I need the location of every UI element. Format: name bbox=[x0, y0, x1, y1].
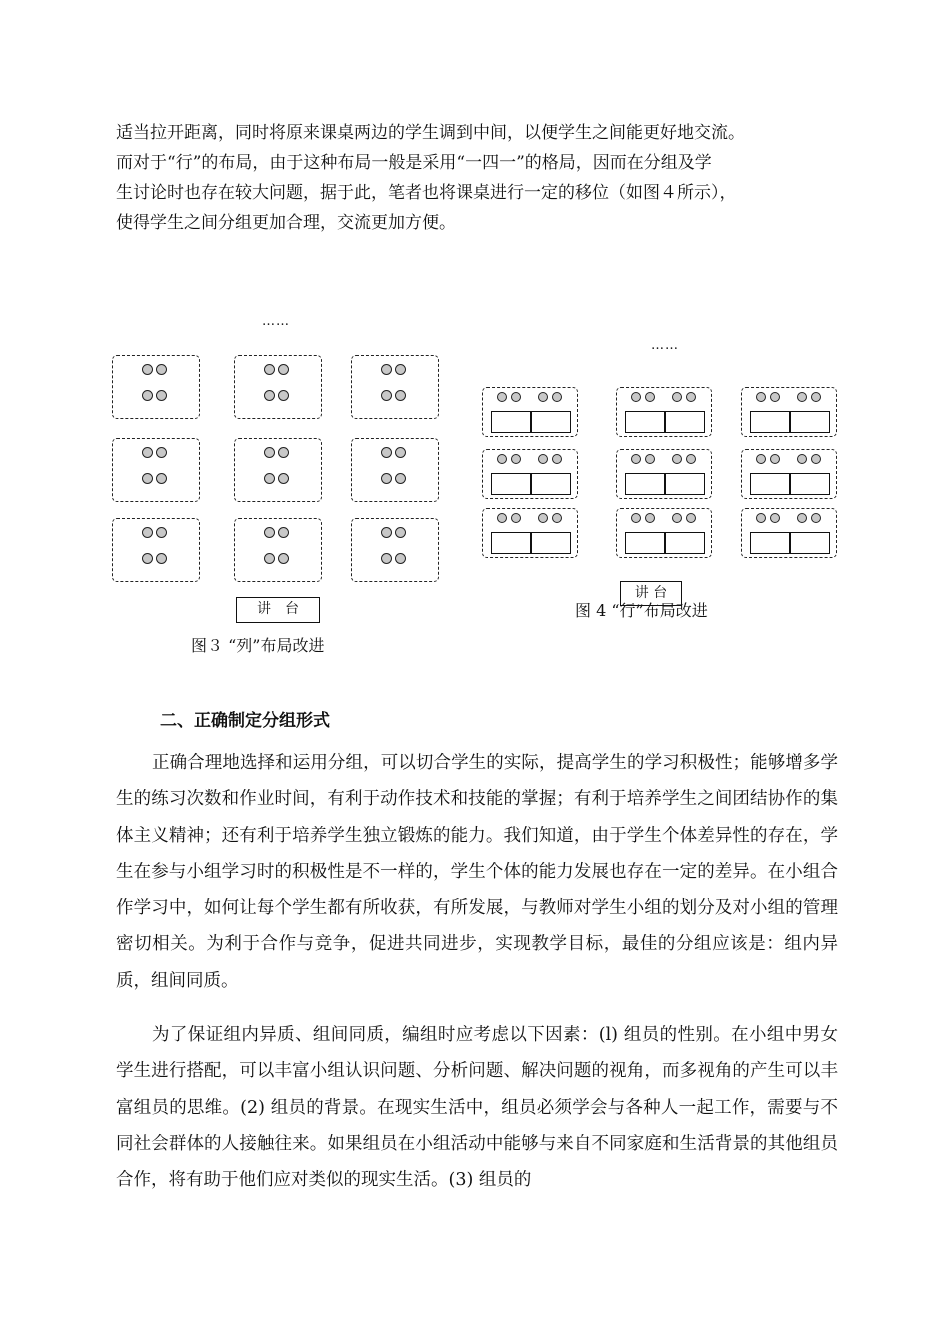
desk-row-group bbox=[616, 449, 712, 499]
student-seat-icon bbox=[756, 392, 766, 402]
desk-icon bbox=[491, 411, 531, 433]
desk-row-group bbox=[482, 387, 578, 437]
student-seat-icon bbox=[278, 473, 289, 484]
paragraph-2: 为了保证组内异质、组间同质，编组时应考虑以下因素：(l) 组员的性别。在小组中男女学生进行搭配，可以丰富小组认识问题、分析问题、解决问题的视角，而多视角的产生可以丰富组员的思维。(2) 组员的背景。在现实生活中，组员必须学会与各种人一起工作，需要与不同社会群体的人接触往来。如果组员在小组活动中能够与来自不同家庭和生活背景的其他组员合作，将有助于他们应对类似的现实生活。(3) 组员的 bbox=[116, 1025, 838, 1191]
student-seat-icon bbox=[552, 392, 562, 402]
student-seat-icon bbox=[381, 527, 392, 538]
student-seat-icon bbox=[156, 553, 167, 564]
student-seat-icon bbox=[156, 364, 167, 375]
student-seat-icon bbox=[538, 513, 548, 523]
student-seat-icon bbox=[797, 392, 807, 402]
desk-group bbox=[351, 355, 439, 419]
student-seat-icon bbox=[811, 454, 821, 464]
student-seat-icon bbox=[395, 447, 406, 458]
student-seat-icon bbox=[278, 447, 289, 458]
student-seat-icon bbox=[538, 454, 548, 464]
student-seat-icon bbox=[497, 513, 507, 523]
student-seat-icon bbox=[395, 527, 406, 538]
student-seat-icon bbox=[264, 390, 275, 401]
student-seat-icon bbox=[511, 513, 521, 523]
desk-icon bbox=[665, 411, 705, 433]
student-seat-icon bbox=[142, 364, 153, 375]
student-seat-icon bbox=[686, 513, 696, 523]
student-seat-icon bbox=[645, 392, 655, 402]
desk-icon bbox=[625, 532, 665, 554]
desk-group bbox=[351, 438, 439, 502]
desk-row-group bbox=[741, 449, 837, 499]
student-seat-icon bbox=[770, 513, 780, 523]
figure-4-caption: 图 4 “行”布局改进 bbox=[575, 601, 708, 620]
student-seat-icon bbox=[381, 447, 392, 458]
figure-3-caption: 图３ “列”布局改进 bbox=[191, 636, 325, 655]
student-seat-icon bbox=[156, 527, 167, 538]
student-seat-icon bbox=[264, 364, 275, 375]
student-seat-icon bbox=[264, 527, 275, 538]
desk-icon bbox=[625, 473, 665, 495]
student-seat-icon bbox=[142, 473, 153, 484]
student-seat-icon bbox=[142, 527, 153, 538]
desk-icon bbox=[665, 473, 705, 495]
intro-text bbox=[116, 118, 836, 238]
figure-3-ellipsis: …… bbox=[262, 314, 290, 329]
desk-icon bbox=[491, 473, 531, 495]
student-seat-icon bbox=[631, 392, 641, 402]
figure-4-ellipsis: …… bbox=[651, 338, 679, 353]
desk-icon bbox=[531, 473, 571, 495]
student-seat-icon bbox=[381, 390, 392, 401]
student-seat-icon bbox=[395, 553, 406, 564]
student-seat-icon bbox=[142, 390, 153, 401]
student-seat-icon bbox=[645, 513, 655, 523]
student-seat-icon bbox=[511, 454, 521, 464]
desk-group bbox=[112, 518, 200, 582]
student-seat-icon bbox=[142, 447, 153, 458]
student-seat-icon bbox=[552, 454, 562, 464]
student-seat-icon bbox=[770, 392, 780, 402]
desk-icon bbox=[790, 532, 830, 554]
desk-icon bbox=[790, 411, 830, 433]
student-seat-icon bbox=[511, 392, 521, 402]
student-seat-icon bbox=[645, 454, 655, 464]
desk-row-group bbox=[741, 508, 837, 558]
student-seat-icon bbox=[395, 473, 406, 484]
student-seat-icon bbox=[278, 553, 289, 564]
student-seat-icon bbox=[264, 553, 275, 564]
student-seat-icon bbox=[156, 390, 167, 401]
student-seat-icon bbox=[264, 473, 275, 484]
student-seat-icon bbox=[797, 513, 807, 523]
desk-icon bbox=[531, 411, 571, 433]
student-seat-icon bbox=[756, 513, 766, 523]
student-seat-icon bbox=[686, 454, 696, 464]
intro-line: 生讨论时也存在较大问题，据于此，笔者也将课桌进行一定的移位（如图４所示）， bbox=[116, 183, 737, 203]
desk-icon bbox=[750, 532, 790, 554]
student-seat-icon bbox=[672, 392, 682, 402]
paragraph-1: 正确合理地选择和运用分组，可以切合学生的实际，提高学生的学习积极性；能够增多学生的练习次数和作业时间，有利于动作技术和技能的掌握；有利于培养学生之间团结协作的集体主义精神；还有利于培养学生独立锻炼的能力。我们知道，由于学生个体差异性的存在，学生在参与小组学习时的积极性是不一样的，学生个体的能力发展也存在一定的差异。在小组合作学习中，如何让每个学生都有所收获，有所发展，与教师对学生小组的划分及对小组的管理密切相关。为利于合作与竞争，促进共同进步，实现教学目标，最佳的分组应该是：组内异质，组间同质。 bbox=[116, 753, 838, 991]
student-seat-icon bbox=[381, 364, 392, 375]
desk-group bbox=[234, 518, 322, 582]
student-seat-icon bbox=[538, 392, 548, 402]
intro-line: 而对于“行”的布局，由于这种布局一般是采用“一四一”的格局，因而在分组及学 bbox=[116, 153, 712, 173]
student-seat-icon bbox=[497, 392, 507, 402]
student-seat-icon bbox=[264, 447, 275, 458]
desk-icon bbox=[665, 532, 705, 554]
student-seat-icon bbox=[631, 454, 641, 464]
desk-row-group bbox=[741, 387, 837, 437]
desk-icon bbox=[750, 411, 790, 433]
desk-group bbox=[234, 355, 322, 419]
student-seat-icon bbox=[770, 454, 780, 464]
desk-icon bbox=[491, 532, 531, 554]
student-seat-icon bbox=[672, 454, 682, 464]
intro-line: 使得学生之间分组更加合理，交流更加方便。 bbox=[116, 213, 456, 233]
student-seat-icon bbox=[631, 513, 641, 523]
desk-row-group bbox=[482, 508, 578, 558]
desk-row-group bbox=[616, 387, 712, 437]
intro-line: 适当拉开距离，同时将原来课桌两边的学生调到中间，以便学生之间能更好地交流。 bbox=[116, 123, 745, 143]
student-seat-icon bbox=[756, 454, 766, 464]
student-seat-icon bbox=[686, 392, 696, 402]
section-heading: 二、正确制定分组形式 bbox=[160, 711, 330, 731]
student-seat-icon bbox=[811, 513, 821, 523]
desk-group bbox=[112, 355, 200, 419]
student-seat-icon bbox=[156, 473, 167, 484]
desk-row-group bbox=[616, 508, 712, 558]
desk-row-group bbox=[482, 449, 578, 499]
student-seat-icon bbox=[381, 553, 392, 564]
student-seat-icon bbox=[672, 513, 682, 523]
desk-group bbox=[112, 438, 200, 502]
student-seat-icon bbox=[552, 513, 562, 523]
student-seat-icon bbox=[156, 447, 167, 458]
student-seat-icon bbox=[497, 454, 507, 464]
student-seat-icon bbox=[797, 454, 807, 464]
student-seat-icon bbox=[278, 390, 289, 401]
figure-3-podium: 讲 台 bbox=[236, 597, 320, 623]
student-seat-icon bbox=[142, 553, 153, 564]
desk-icon bbox=[750, 473, 790, 495]
student-seat-icon bbox=[395, 390, 406, 401]
desk-icon bbox=[790, 473, 830, 495]
desk-group bbox=[234, 438, 322, 502]
student-seat-icon bbox=[278, 527, 289, 538]
figure-4-podium: 讲 台 bbox=[620, 581, 682, 606]
student-seat-icon bbox=[381, 473, 392, 484]
desk-icon bbox=[531, 532, 571, 554]
student-seat-icon bbox=[811, 392, 821, 402]
desk-group bbox=[351, 518, 439, 582]
student-seat-icon bbox=[278, 364, 289, 375]
desk-icon bbox=[625, 411, 665, 433]
student-seat-icon bbox=[395, 364, 406, 375]
